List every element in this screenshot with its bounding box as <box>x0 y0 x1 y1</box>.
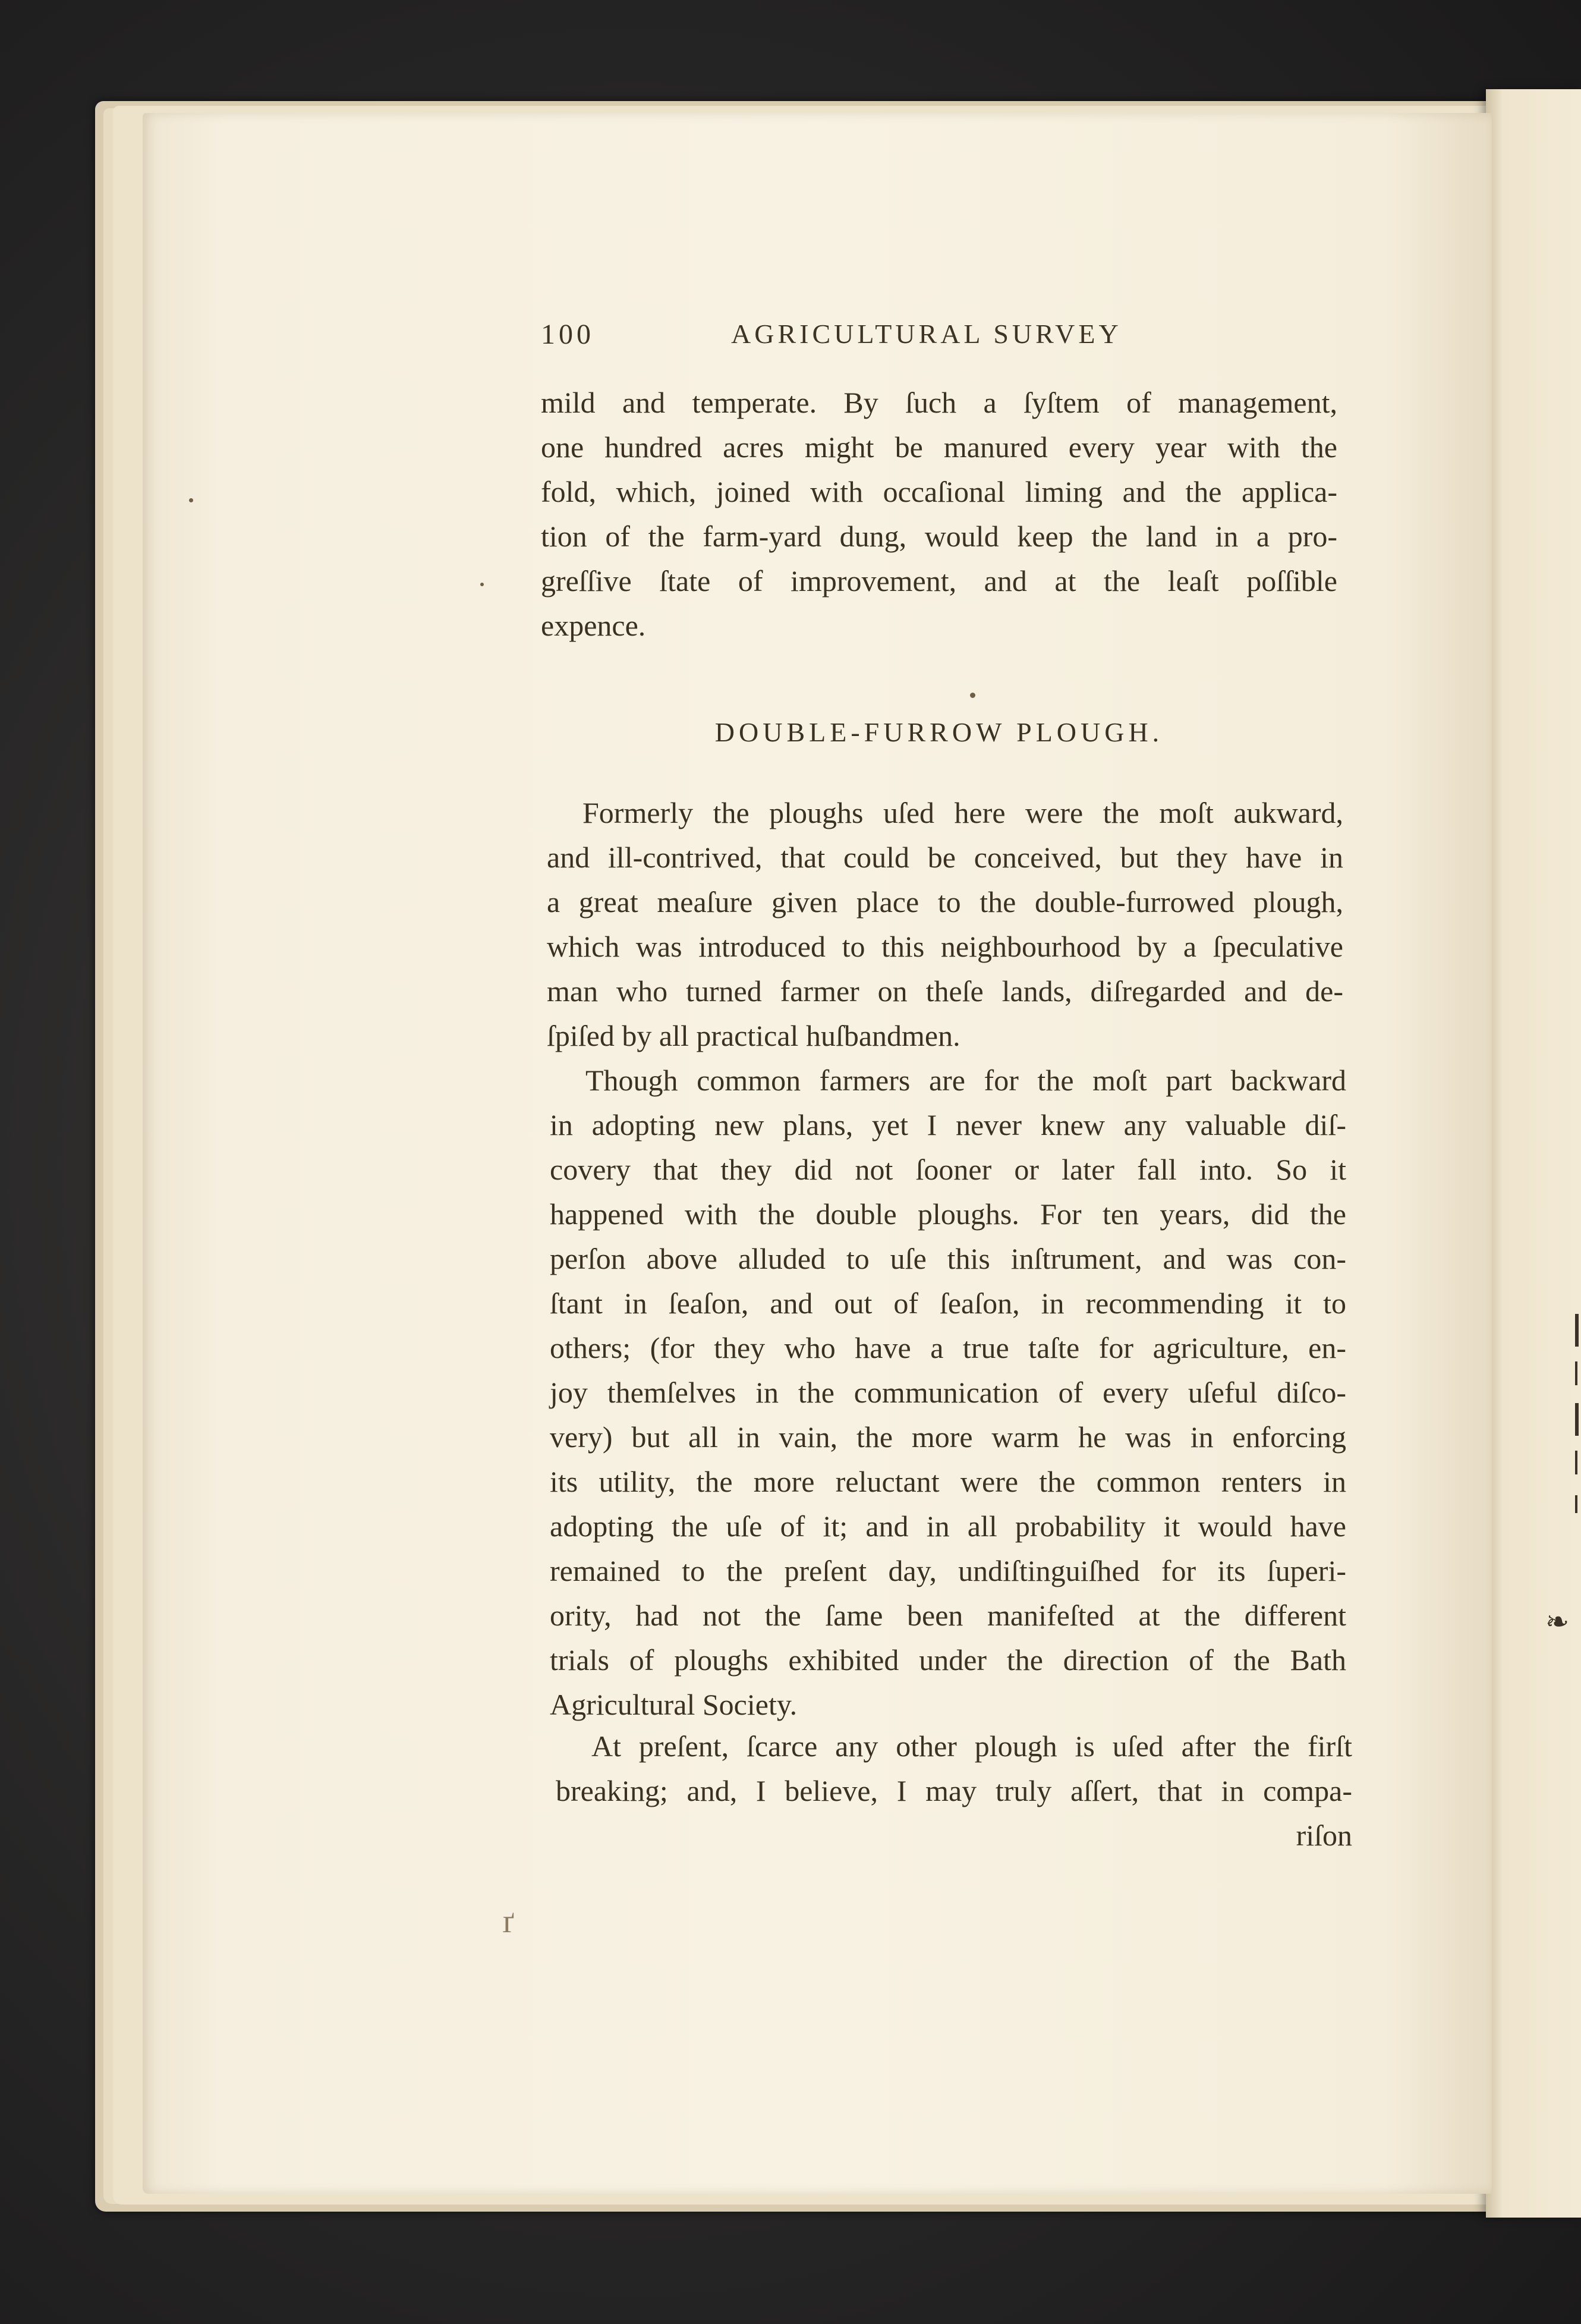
facing-page-letter-fragment <box>1575 1314 1579 1347</box>
text-line: trials of ploughs exhibited under the direction of the Bath <box>550 1643 1346 1677</box>
text-line: ſpiſed by all practical huſbandmen. <box>547 1019 960 1052</box>
text-line: tion of the farm-yard dung, would keep the land in a pro- <box>541 520 1337 553</box>
text-line: perſon above alluded to uſe this inſtrument, and was con- <box>550 1242 1346 1275</box>
facing-page-letter-fragment <box>1575 1451 1577 1474</box>
catchword: riſon <box>1296 1819 1352 1852</box>
facing-page-ornament: ❧ <box>1545 1606 1570 1638</box>
text-line: its utility, the more reluctant were the common renters in <box>550 1465 1346 1498</box>
paragraph-1 <box>547 791 1343 1058</box>
text-line: greſſive ſtate of improvement, and at the leaſt poſſible <box>541 564 1337 597</box>
text-line: Formerly the ploughs uſed here were the moſt aukward, <box>582 796 1343 829</box>
text-line: which was introduced to this neighbourhood by a ſpeculative <box>547 930 1343 963</box>
text-line: one hundred acres might be manured every year with the <box>541 430 1337 464</box>
facing-page-letter-fragment <box>1575 1403 1579 1436</box>
text-line: mild and temperate. By ſuch a ſyſtem of management, <box>541 386 1337 419</box>
paragraph-3 <box>556 1724 1352 1813</box>
page-number: 100 <box>541 319 594 350</box>
text-line: joy themſelves in the communication of every uſeful diſco- <box>550 1376 1346 1409</box>
paragraph-2 <box>550 1058 1346 1727</box>
text-line: breaking; and, I believe, I may truly aſſert, that in compa- <box>556 1774 1352 1807</box>
text-line: happened with the double ploughs. For ten years, did the <box>550 1197 1346 1231</box>
text-line: At preſent, ſcarce any other plough is uſed after the firſt <box>591 1729 1352 1763</box>
facing-page-letter-fragment <box>1575 1495 1577 1513</box>
facing-page-edge <box>1486 89 1581 2218</box>
text-line: fold, which, joined with occaſional liming and the applica- <box>541 475 1337 508</box>
paper-blemish-mark: ґ <box>502 1903 514 1940</box>
text-line: Though common farmers are for the moſt part backward <box>585 1064 1346 1097</box>
text-line: expence. <box>541 609 646 642</box>
text-line: ſtant in ſeaſon, and out of ſeaſon, in recommending it to <box>550 1287 1346 1320</box>
text-line: in adopting new plans, yet I never knew any valuable diſ- <box>550 1108 1346 1141</box>
text-line: man who turned farmer on theſe lands, diſregarded and de- <box>547 974 1343 1008</box>
catchword-row <box>556 1813 1352 1858</box>
running-head: AGRICULTURAL SURVEY <box>731 319 1122 349</box>
top-paragraph <box>541 380 1337 648</box>
text-line: a great meaſure given place to the double-furrowed plough, <box>547 885 1343 919</box>
text-line: very) but all in vain, the more warm he was in enforcing <box>550 1420 1346 1454</box>
paper-speck <box>189 498 193 502</box>
page-header <box>541 318 1331 360</box>
text-line: Agricultural Society. <box>550 1688 798 1721</box>
section-heading: DOUBLE-FURROW PLOUGH. <box>714 717 1164 747</box>
text-line: ority, had not the ſame been manifeſted at the different <box>550 1599 1346 1632</box>
text-line: adopting the uſe of it; and in all probability it would have <box>550 1510 1346 1543</box>
text-line: covery that they did not ſooner or later fall into. So it <box>550 1153 1346 1186</box>
text-line: remained to the preſent day, undiſtinguiſhed for its ſuperi- <box>550 1554 1346 1587</box>
paper-speck <box>970 693 975 698</box>
text-line: and ill-contrived, that could be conceived, but they have in <box>547 841 1343 874</box>
paper-speck <box>480 583 484 586</box>
text-line: others; (for they who have a true taſte for agriculture, en- <box>550 1331 1346 1364</box>
facing-page-letter-fragment <box>1575 1361 1577 1385</box>
